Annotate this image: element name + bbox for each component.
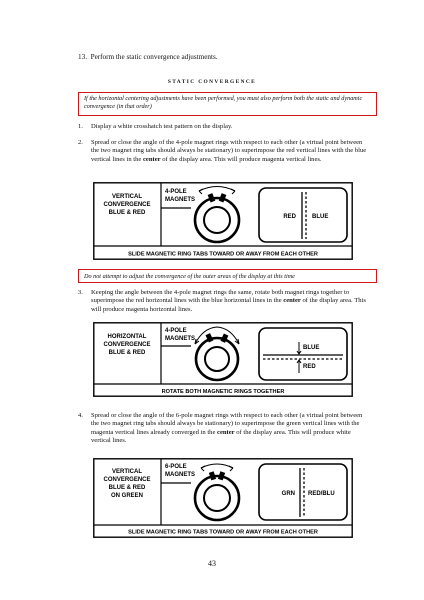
magnet-rings-icon xyxy=(195,327,239,380)
text-segment: of the display area. This will produce magenta horizontal lines. xyxy=(91,297,366,313)
diagram-label: ON GREEN xyxy=(110,493,144,499)
text-segment: Spread or close the angle of the 4-pole magnet rings with respect to each other (a virtual point between the two magnet ring tabs should always be stationary) to superimpose the red vertical lines with the blue vertical lines in the xyxy=(91,139,367,163)
diagram-label: VERTICAL xyxy=(112,469,142,475)
magnets-label: 4-POLE xyxy=(165,328,187,334)
item-text xyxy=(91,289,368,314)
text-segment: of the display area. This will produce magenta vertical lines. xyxy=(160,155,322,163)
vertical-convergence-diagram xyxy=(93,182,353,260)
step-number: 13. xyxy=(78,53,87,61)
item-number: 4. xyxy=(78,412,83,419)
crosshatch-screen-icon xyxy=(259,328,347,380)
step-text: Perform the static convergence adjustments. xyxy=(90,53,218,61)
diagram-label: BLUE & RED xyxy=(108,350,146,356)
diagram-label: BLUE & RED xyxy=(108,210,146,216)
diagram-label: CONVERGENCE xyxy=(103,342,151,348)
magnets-label: MAGNETS xyxy=(165,472,195,478)
green-convergence-diagram xyxy=(93,458,353,538)
item-number: 3. xyxy=(78,289,83,296)
screen-label-right: BLUE xyxy=(312,214,329,220)
emphasis-text: center xyxy=(143,155,161,163)
page-number: 43 xyxy=(208,559,216,568)
crosshatch-screen-icon xyxy=(259,188,347,242)
screen-label-right: RED/BLU xyxy=(308,491,335,497)
screen-label-top: BLUE xyxy=(303,345,320,351)
screen-label-left: RED xyxy=(283,214,296,220)
step-title xyxy=(78,53,218,61)
diagram-label: CONVERGENCE xyxy=(103,202,151,208)
text-segment: Spread or close the angle of the 6-pole magnet rings with respect to each other (a virtual point between the two magnet ring tabs should always be stationary) to superimpose the green vertical lines with the magenta vertical lines already converged in the xyxy=(91,412,363,436)
emphasis-text: center xyxy=(217,428,235,436)
horizontal-convergence-diagram xyxy=(93,322,353,397)
magnets-label: MAGNETS xyxy=(165,197,195,203)
magnet-rings-icon xyxy=(195,187,239,243)
diagram-label: VERTICAL xyxy=(112,194,142,200)
magnets-label: 6-POLE xyxy=(165,464,187,470)
item-text xyxy=(91,139,368,164)
screen-label-bottom: RED xyxy=(303,364,316,370)
item-text xyxy=(91,412,368,446)
text-segment: Keeping the angle between the 4-pole magnet rings the same, rotate both magnet rings together to superimpose the red horizontal lines with the blue horizontal lines in the xyxy=(91,289,350,305)
screen-label-left: GRN xyxy=(281,491,295,497)
item-number: 1. xyxy=(78,123,83,130)
diagram-caption: ROTATE BOTH MAGNETIC RINGS TOGETHER xyxy=(161,389,285,395)
diagram-caption: SLIDE MAGNETIC RING TABS TOWARD OR AWAY FROM EACH OTHER xyxy=(128,529,318,536)
diagram-label: HORIZONTAL xyxy=(107,334,147,340)
callout-note-top: If the horizontal centering adjustments have been performed, you must also perform both the static and dynamic convergence (in that order) xyxy=(78,92,377,116)
item-text xyxy=(91,123,368,131)
magnet-rings-icon xyxy=(195,464,239,520)
magnets-label: 4-POLE xyxy=(165,189,187,195)
diagram-label: CONVERGENCE xyxy=(103,477,151,483)
emphasis-text: center xyxy=(283,297,301,305)
section-heading: STATIC CONVERGENCE xyxy=(167,79,257,85)
text-segment: of the display area. This will produce white vertical lines. xyxy=(91,428,351,445)
callout-note-mid: Do not attempt to adjust the convergence of the outer areas of the display at this time xyxy=(78,269,377,283)
magnets-label: MAGNETS xyxy=(165,336,195,342)
diagram-label: BLUE & RED xyxy=(108,485,146,491)
text-segment: Display a white crosshatch test pattern on the display. xyxy=(91,123,233,130)
item-number: 2. xyxy=(78,139,83,146)
diagram-caption: SLIDE MAGNETIC RING TABS TOWARD OR AWAY FROM EACH OTHER xyxy=(128,251,318,258)
